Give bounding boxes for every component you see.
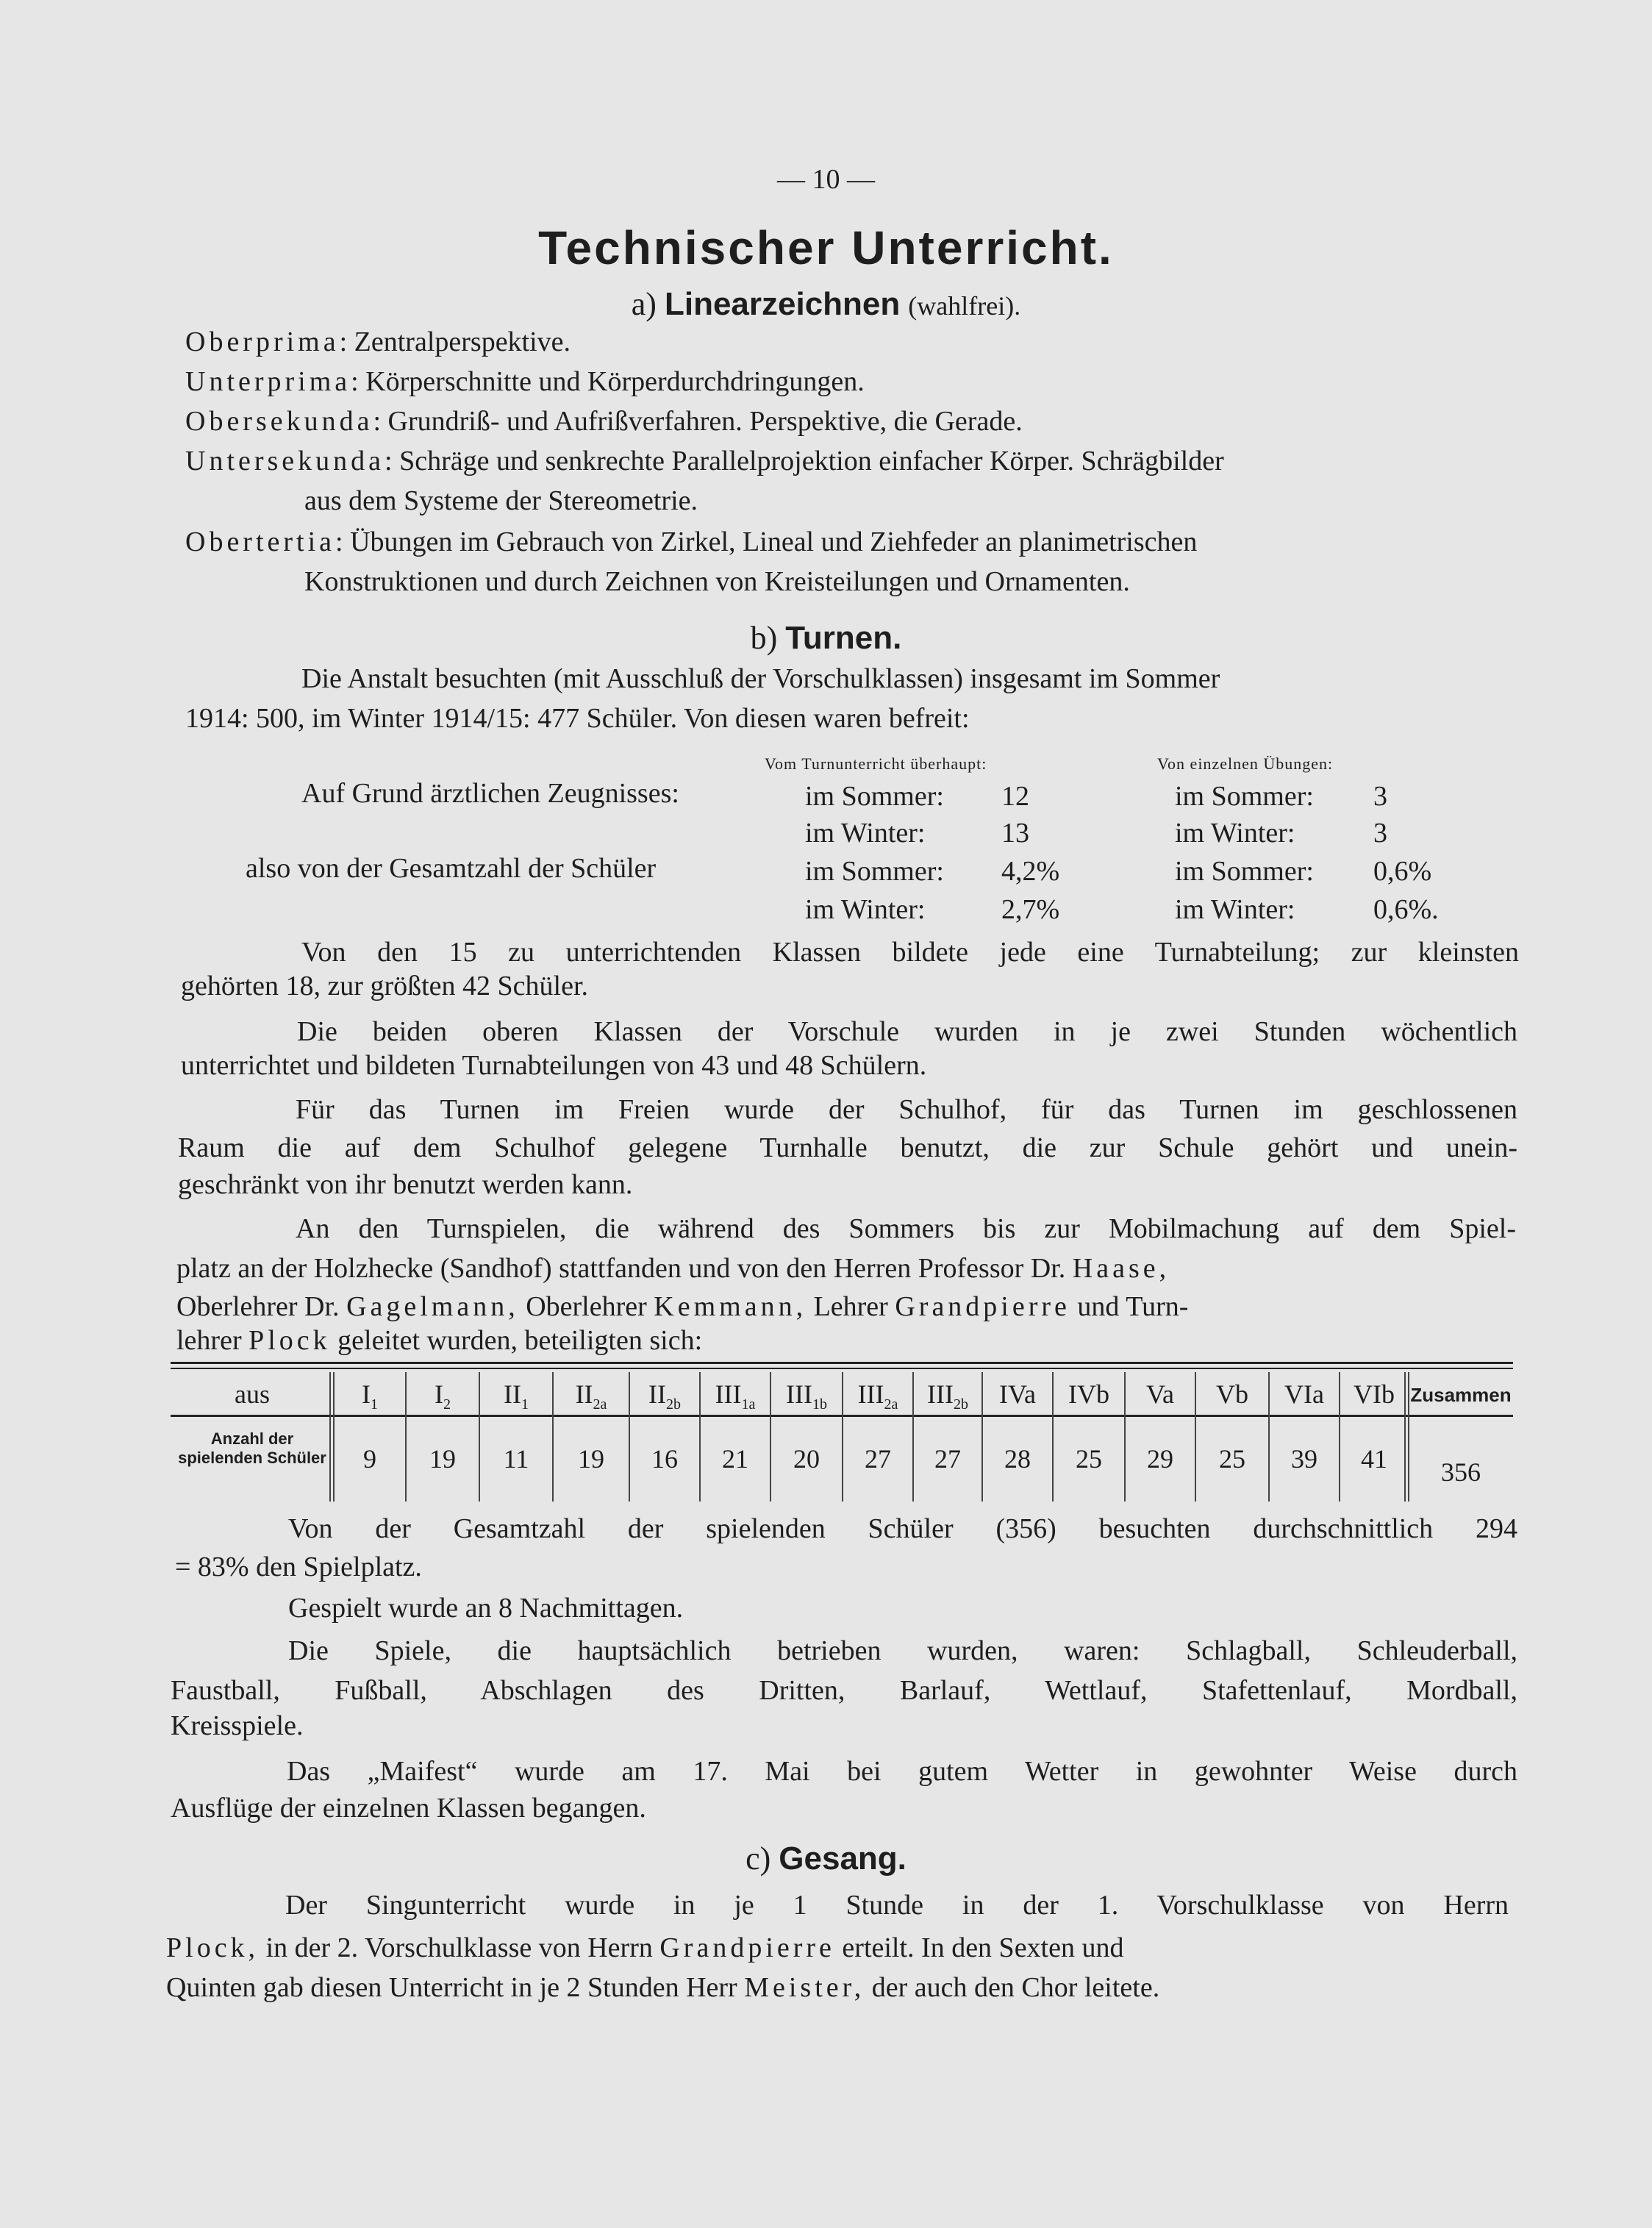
table-col-header: Va [1146,1379,1174,1409]
table-cell-value: 19 [578,1444,604,1474]
exempt-cond: im Sommer: [805,856,944,887]
table-cell-value: 21 [722,1444,748,1474]
a-item: Obertertia: Übungen im Gebrauch von Zirkel, Lineal und Ziehfeder an planimetrischen [185,526,1198,557]
table-rule-top2 [171,1368,1513,1369]
table-col-header: $I_2$ [435,1379,451,1413]
a-item: Oberprima: Zentralperspektive. [185,326,571,357]
paragraph-line: gehörten 18, zur größten 42 Schüler. [181,971,589,1001]
table-total-value: 356 [1441,1457,1481,1487]
table-col-divider [842,1372,843,1502]
paragraph-line: Gespielt wurde an 8 Nachmittagen. [288,1593,684,1624]
section-a-title: Linearzeichnen [664,286,901,322]
section-c-title: Gesang. [779,1840,907,1877]
table-col-header: $III_{1b}$ [786,1379,827,1413]
a-item: Obersekunda: Grundriß- und Aufrißverfahren. Perspektive, die Gerade. [185,406,1023,437]
section-c-label: c) [745,1840,771,1877]
table-col-header: $II_{2b}$ [648,1379,681,1413]
table-col-divider [1408,1372,1409,1502]
table-col-header: Vb [1216,1379,1248,1409]
exempt-cond: im Winter: [1175,894,1295,925]
table-col-divider [1339,1372,1340,1502]
exempt-label: also von der Gesamtzahl der Schüler [246,853,657,884]
table-col-header: $II_{2a}$ [575,1379,607,1413]
table-cell-value: 9 [363,1444,376,1474]
paragraph-line: Ausflüge der einzelnen Klassen begangen. [171,1793,646,1824]
table-col-divider [1124,1372,1126,1502]
paragraph-line: Kreisspiele. [171,1710,304,1741]
paragraph-line: platz an der Holzhecke (Sandhof) stattfanden und von den Herren Professor Dr. Haase, [176,1253,1170,1284]
table-cell-value: 39 [1291,1444,1317,1474]
section-b-label: b) [750,620,778,656]
page-number: — 10 — [777,164,875,195]
section-a-note: (wahlfrei). [908,291,1021,321]
table-col-divider-double [1404,1372,1406,1502]
section-c-heading [0,1840,1652,1877]
paragraph-line: geschränkt von ihr benutzt werden kann. [178,1169,633,1200]
row-label-line2: spielenden Schüler [178,1449,326,1468]
table-col-header: $III_{1a}$ [715,1379,756,1413]
table-col-divider [1195,1372,1196,1502]
section-b-heading [0,619,1652,657]
table-col-divider [479,1372,480,1502]
paragraph-line: Die Anstalt besuchten (mit Ausschluß der Vorschulklassen) insgesamt im Sommer [301,663,1220,694]
table-col-header: $II_1$ [504,1379,529,1413]
exempt-cond: im Sommer: [1175,856,1314,887]
exempt-value: 0,6% [1373,856,1432,887]
table-col-header: $III_{2b}$ [927,1379,968,1413]
table-col-header: $I_1$ [362,1379,378,1413]
paragraph-line: 1914: 500, im Winter 1914/15: 477 Schüler. Von diesen waren befreit: [185,703,970,734]
paragraph-line: Quinten gab diesen Unterricht in je 2 Stunden Herr Meister, der auch den Chor leitete. [166,1972,1160,2003]
paragraph-line: Raum die auf dem Schulhof gelegene Turnhalle benutzt, die zur Schule gehört und unein- [178,1132,1517,1163]
table-col-header: VIa [1284,1379,1324,1409]
table-col-divider [981,1372,983,1502]
table-col-divider [912,1372,914,1502]
a-item-cont: Konstruktionen und durch Zeichnen von Kreisteilungen und Ornamenten. [304,566,1130,597]
exempt-value: 4,2% [1001,856,1060,887]
exempt-label: Auf Grund ärztlichen Zeugnisses: [301,778,679,809]
exempt-col2-header: Von einzelnen Übungen: [1157,754,1334,773]
a-item: Unterprima: Körperschnitte und Körperdurchdringungen. [185,366,865,397]
exempt-value: 3 [1373,818,1387,849]
table-head-label: aus [235,1379,270,1409]
row-label-line1: Anzahl der [210,1429,294,1448]
exempt-col1-header: Vom Turnunterricht überhaupt: [765,754,987,773]
paragraph-line: Von den 15 zu unterrichtenden Klassen bildete jede eine Turnabteilung; zur kleinsten [301,937,1519,968]
exempt-value: 2,7% [1001,894,1060,925]
page-title: Technischer Unterricht. [538,221,1114,274]
table-cell-value: 41 [1361,1444,1387,1474]
paragraph-line: Faustball, Fußball, Abschlagen des Dritten, Barlauf, Wettlauf, Stafettenlauf, Mordball, [171,1675,1517,1706]
exempt-cond: im Sommer: [1175,781,1314,812]
exempt-cond: im Winter: [805,894,926,925]
paragraph-line: lehrer Plock geleitet wurden, beteiligten sich: [176,1325,703,1356]
paragraph-line: Die beiden oberen Klassen der Vorschule wurden in je zwei Stunden wöchentlich [297,1016,1517,1047]
table-rule-top [171,1362,1513,1364]
paragraph-line: Von der Gesamtzahl der spielenden Schüler (356) besuchten durchschnittlich 294 [288,1513,1517,1544]
table-cell-value: 20 [793,1444,820,1474]
exempt-value: 12 [1001,781,1029,812]
section-a-label: a) [631,286,657,322]
section-a-heading [0,285,1652,323]
table-cell-value: 16 [651,1444,678,1474]
table-col-header: IVa [999,1379,1036,1409]
exempt-value: 3 [1373,781,1387,812]
table-col-divider [405,1372,407,1502]
a-item-cont: aus dem Systeme der Stereometrie. [304,485,698,516]
table-col-header: VIb [1354,1379,1395,1409]
table-cell-value: 27 [865,1444,891,1474]
exempt-value: 13 [1001,818,1029,849]
table-col-divider [552,1372,554,1502]
exempt-cond: im Winter: [1175,818,1295,849]
table-cell-value: 25 [1076,1444,1102,1474]
a-item: Untersekunda: Schräge und senkrechte Parallelprojektion einfacher Körper. Schrägbilder [185,446,1224,476]
exempt-cond: im Winter: [805,818,926,849]
exempt-value: 0,6%. [1373,894,1439,925]
table-cell-value: 29 [1147,1444,1173,1474]
exempt-cond: im Sommer: [805,781,944,812]
paragraph-line: Plock, in der 2. Vorschulklasse von Herrn Grandpierre erteilt. In den Sexten und [166,1932,1124,1963]
table-col-divider [699,1372,701,1502]
paragraph-line: An den Turnspielen, die während des Sommers bis zur Mobilmachung auf dem Spiel- [296,1213,1516,1244]
paragraph-line: Die Spiele, die hauptsächlich betrieben wurden, waren: Schlagball, Schleuderball, [288,1635,1517,1666]
table-cell-value: 25 [1219,1444,1245,1474]
table-cell-value: 19 [429,1444,456,1474]
paragraph-line: Oberlehrer Dr. Gagelmann, Oberlehrer Kemmann, Lehrer Grandpierre und Turn- [176,1291,1189,1322]
table-col-header: $III_{2a}$ [857,1379,898,1413]
table-col-header: IVb [1068,1379,1109,1409]
table-row-label [171,1429,334,1468]
table-cell-value: 27 [934,1444,961,1474]
paragraph-line: Für das Turnen im Freien wurde der Schulhof, für das Turnen im geschlossenen [296,1094,1517,1125]
table-col-divider [1268,1372,1270,1502]
section-b-title: Turnen. [785,620,902,656]
paragraph-line: Der Singunterricht wurde in je 1 Stunde in der 1. Vorschulklasse von Herrn [285,1890,1509,1921]
paragraph-line: unterrichtet und bildeten Turnabteilungen von 43 und 48 Schülern. [181,1050,927,1081]
paragraph-line: Das „Maifest“ wurde am 17. Mai bei gutem Wetter in gewohnter Weise durch [287,1756,1517,1787]
table-col-divider [1052,1372,1054,1502]
table-col-divider [770,1372,771,1502]
table-cell-value: 11 [503,1444,529,1474]
table-col-divider [629,1372,630,1502]
table-total-header: Zusammen [1410,1384,1512,1406]
table-cell-value: 28 [1004,1444,1031,1474]
paragraph-line: = 83% den Spielplatz. [175,1552,422,1582]
